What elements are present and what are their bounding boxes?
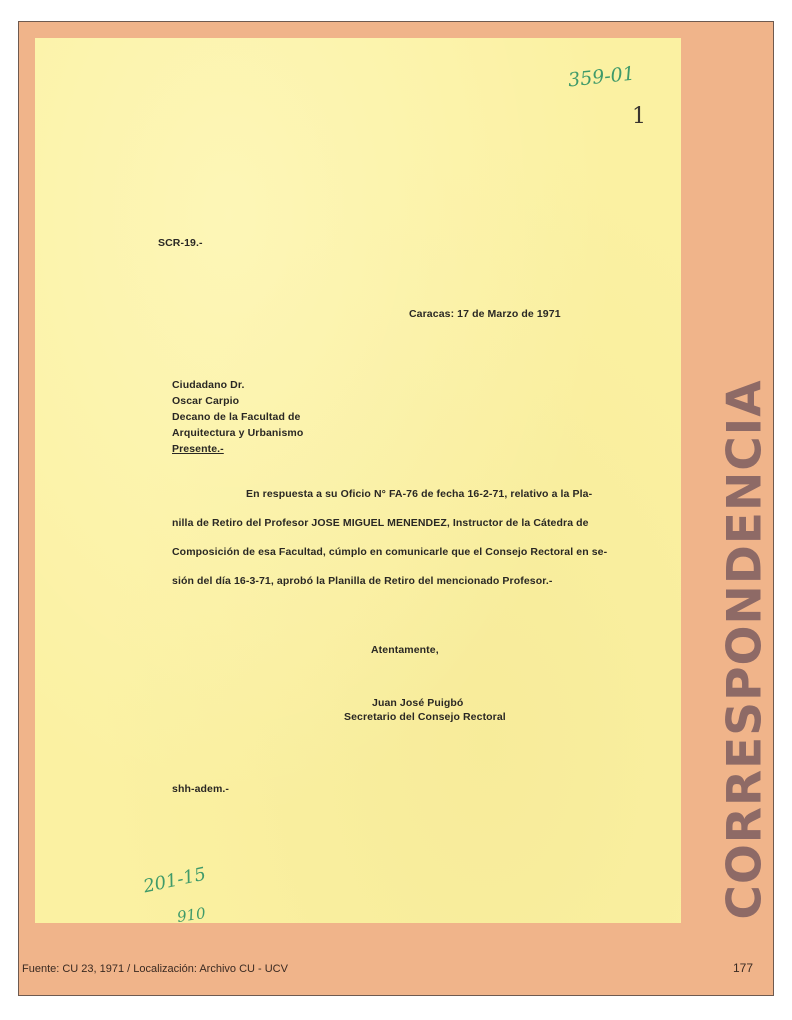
body-line: Composición de esa Facultad, cúmplo en comunicarle que el Consejo Rectoral en se- — [172, 546, 608, 558]
reference-code: SCR-19.- — [158, 237, 203, 249]
body-line: sión del día 16-3-71, aprobó la Planilla de Retiro del mencionado Profesor.- — [172, 575, 553, 587]
section-title-vertical — [660, 374, 792, 924]
typist-initials: shh-adem.- — [172, 783, 230, 795]
date-line: Caracas: 17 de Marzo de 1971 — [409, 308, 561, 320]
page-number: 177 — [733, 961, 754, 975]
closing: Atentamente, — [371, 644, 439, 656]
handwritten-reference-top: 359-01 — [567, 62, 636, 92]
recipient-presente: Presente.- — [172, 443, 224, 455]
body-line: En respuesta a su Oficio N° FA-76 de fecha 16-2-71, relativo a la Pla- — [246, 488, 593, 500]
body-line: nilla de Retiro del Profesor JOSE MIGUEL MENENDEZ, Instructor de la Cátedra de — [172, 517, 589, 529]
recipient-line: Ciudadano Dr. — [172, 379, 245, 391]
section-title-text: CORRESPONDENCIA — [717, 378, 773, 920]
recipient-line: Decano de la Facultad de — [172, 411, 301, 423]
scanned-letter — [35, 38, 681, 926]
source-caption: Fuente: CU 23, 1971 / Localización: Archivo CU - UCV — [22, 963, 288, 975]
signer-name: Juan José Puigbó — [372, 697, 464, 709]
handwritten-reference-bottom: 201-15 — [141, 863, 208, 898]
handwritten-mark: 1 — [632, 104, 646, 129]
recipient-line: Arquitectura y Urbanismo — [172, 427, 304, 439]
recipient-line: Oscar Carpio — [172, 395, 240, 407]
handwritten-reference-bottom-2: 910 — [175, 904, 207, 926]
signer-title: Secretario del Consejo Rectoral — [344, 711, 506, 723]
